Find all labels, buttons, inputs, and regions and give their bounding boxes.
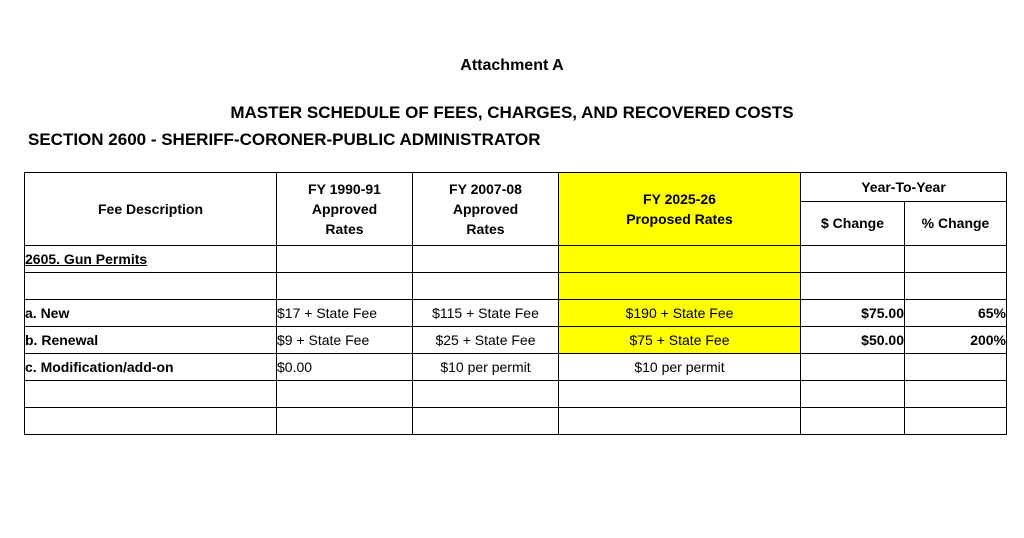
- spacer-percent-change: [905, 273, 1007, 300]
- table-row: [25, 300, 1007, 327]
- attachment-title: Attachment A: [460, 57, 564, 74]
- row-2-fy-2025-26: $10 per permit: [559, 354, 801, 381]
- spacer-fy-1990-91: [277, 273, 413, 300]
- row-0-dollar-change: $75.00: [801, 300, 905, 327]
- fee-schedule-table: [24, 172, 1007, 435]
- spacer-dollar-change: [801, 273, 905, 300]
- row-0-fy-1990-91: $17 + State Fee: [277, 300, 413, 327]
- spacer-description: [25, 273, 277, 300]
- blank-1-fy-1990-91: [277, 381, 413, 408]
- table-row-spacer: [25, 273, 1007, 300]
- master-schedule-title: MASTER SCHEDULE OF FEES, CHARGES, AND RECOVERED COSTS: [230, 103, 794, 122]
- blank-1-dollar-change: [801, 381, 905, 408]
- header-fy-2025-26-line1: FY 2025-26: [643, 190, 716, 207]
- row-2-fy-1990-91: $0.00: [277, 354, 413, 381]
- blank-1-description: [25, 381, 277, 408]
- header-year-to-year: Year-To-Year: [801, 173, 1007, 202]
- table-header-row: [25, 173, 1007, 202]
- table-row-blank: [25, 381, 1007, 408]
- header-fy-2007-08-line2: Approved: [452, 200, 519, 217]
- header-dollar-change: $ Change: [801, 201, 905, 245]
- spacer-fy-2025-26: [559, 273, 801, 300]
- blank-1-fy-2025-26: [559, 381, 801, 408]
- gun-permits-label: 2605. Gun Permits: [25, 251, 148, 267]
- row-1-fy-2025-26: $75 + State Fee: [559, 327, 801, 354]
- header-fee-description: Fee Description: [25, 173, 277, 246]
- row-0-fy-2007-08: $115 + State Fee: [413, 300, 559, 327]
- blank-1-percent-change: [905, 381, 1007, 408]
- header-fy-2025-26: [559, 173, 801, 246]
- table-row-blank: [25, 408, 1007, 435]
- blank-2-dollar-change: [801, 408, 905, 435]
- row-2-fy-2007-08: $10 per permit: [413, 354, 559, 381]
- blank-2-percent-change: [905, 408, 1007, 435]
- header-fy-1990-91-line1: FY 1990-91: [308, 180, 381, 197]
- table-row: [25, 327, 1007, 354]
- row-1-description: b. Renewal: [25, 327, 277, 354]
- blank-2-fy-2007-08: [413, 408, 559, 435]
- blank-2-fy-1990-91: [277, 408, 413, 435]
- table-row-section-header: [25, 246, 1007, 273]
- row-0-description: a. New: [25, 300, 277, 327]
- row-1-fy-1990-91: $9 + State Fee: [277, 327, 413, 354]
- row-2-description: c. Modification/add-on: [25, 354, 277, 381]
- header-fy-1990-91-line3: Rates: [325, 221, 364, 238]
- spacer-fy-2007-08: [413, 273, 559, 300]
- table-row: [25, 354, 1007, 381]
- row-1-dollar-change: $50.00: [801, 327, 905, 354]
- row-1-percent-change: 200%: [905, 327, 1007, 354]
- header-fy-2025-26-line2: Proposed Rates: [626, 211, 733, 227]
- header-percent-change: % Change: [905, 201, 1007, 245]
- row-0-fy-2025-26: $190 + State Fee: [559, 300, 801, 327]
- row-1-fy-2007-08: $25 + State Fee: [413, 327, 559, 354]
- row-2-dollar-change: [801, 354, 905, 381]
- row-2-percent-change: [905, 354, 1007, 381]
- section-title: SECTION 2600 - SHERIFF-CORONER-PUBLIC ADMINISTRATOR: [28, 130, 541, 149]
- blank-1-fy-2007-08: [413, 381, 559, 408]
- header-fy-1990-91-line2: Approved: [311, 200, 378, 217]
- section-row-label: [25, 246, 277, 273]
- section-row-fy-2025-26: [559, 246, 801, 273]
- header-fy-2007-08: [413, 173, 559, 246]
- section-row-fy-1990-91: [277, 246, 413, 273]
- section-row-dollar-change: [801, 246, 905, 273]
- header-fy-1990-91: [277, 173, 413, 246]
- section-row-fy-2007-08: [413, 246, 559, 273]
- header-fy-2007-08-line3: Rates: [466, 221, 505, 238]
- blank-2-fy-2025-26: [559, 408, 801, 435]
- header-fy-2007-08-line1: FY 2007-08: [449, 180, 522, 197]
- row-0-percent-change: 65%: [905, 300, 1007, 327]
- blank-2-description: [25, 408, 277, 435]
- section-row-percent-change: [905, 246, 1007, 273]
